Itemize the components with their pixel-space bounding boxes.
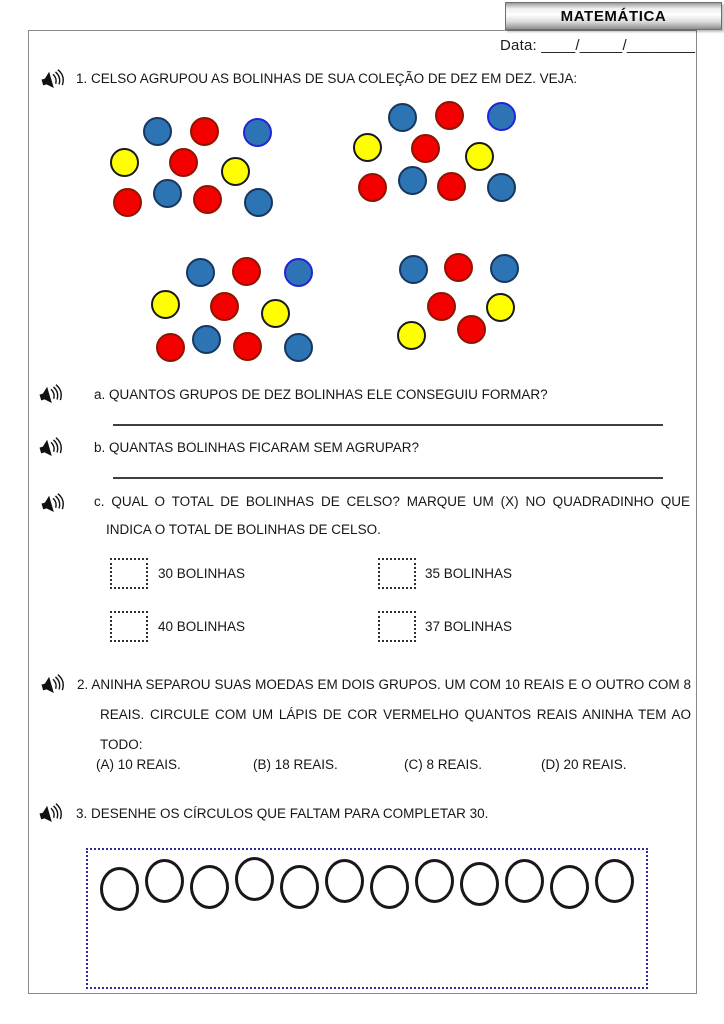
question-2-text: 2. ANINHA SEPAROU SUAS MOEDAS EM DOIS GRUPOS. UM COM 10 REAIS E O OUTRO COM 8 REAIS. CIRCULE COM UM LÁPIS DE COR VERMELHO QUANTOS REAIS ANINHA TEM AO TODO:	[77, 677, 691, 752]
empty-circle	[100, 867, 139, 911]
speaker-icon[interactable]	[38, 437, 64, 459]
bolinha-red	[233, 332, 262, 361]
bolinha-blue	[487, 102, 516, 131]
answer-checkbox-40[interactable]	[110, 611, 148, 642]
option-a[interactable]: (A) 10 REAIS.	[96, 757, 181, 772]
bolinha-yellow	[261, 299, 290, 328]
bolinha-red	[113, 188, 142, 217]
bolinha-yellow	[486, 293, 515, 322]
option-c[interactable]: (C) 8 REAIS.	[404, 757, 483, 772]
bolinha-red	[435, 101, 464, 130]
question-1c-text: c. QUAL O TOTAL DE BOLINHAS DE CELSO? MARQUE UM (X) NO QUADRADINHO QUE INDICA O TOTAL DE BOLINHAS DE CELSO.	[94, 494, 690, 537]
bolinha-blue	[244, 188, 273, 217]
bolinha-blue	[487, 173, 516, 202]
bolinha-blue	[243, 118, 272, 147]
option-d[interactable]: (D) 20 REAIS.	[541, 757, 627, 772]
bolinha-red	[358, 173, 387, 202]
empty-circle	[460, 862, 499, 906]
speaker-icon[interactable]	[40, 493, 66, 515]
empty-circle	[280, 865, 319, 909]
bolinha-blue	[284, 333, 313, 362]
bolinha-red	[190, 117, 219, 146]
answer-line-a[interactable]	[113, 424, 663, 426]
speaker-icon[interactable]	[40, 69, 66, 91]
answer-checkbox-37[interactable]	[378, 611, 416, 642]
bolinha-red	[156, 333, 185, 362]
bolinha-yellow	[465, 142, 494, 171]
bolinha-red	[210, 292, 239, 321]
empty-circle	[595, 859, 634, 903]
bolinha-blue	[490, 254, 519, 283]
bolinha-blue	[143, 117, 172, 146]
empty-circle	[550, 865, 589, 909]
bolinha-yellow	[151, 290, 180, 319]
empty-circle	[370, 865, 409, 909]
bolinha-blue	[284, 258, 313, 287]
bolinha-red	[193, 185, 222, 214]
bolinha-red	[411, 134, 440, 163]
bolinha-blue	[153, 179, 182, 208]
bolinha-blue	[192, 325, 221, 354]
speaker-icon[interactable]	[38, 384, 64, 406]
bolinha-red	[232, 257, 261, 286]
speaker-icon[interactable]	[38, 803, 64, 825]
bolinha-yellow	[221, 157, 250, 186]
checkbox-label-30: 30 BOLINHAS	[158, 566, 246, 581]
speaker-icon[interactable]	[40, 674, 66, 696]
question-1a-text: a. QUANTOS GRUPOS DE DEZ BOLINHAS ELE CONSEGUIU FORMAR?	[94, 387, 548, 402]
checkbox-label-35: 35 BOLINHAS	[425, 566, 513, 581]
question-3-text: 3. DESENHE OS CÍRCULOS QUE FALTAM PARA COMPLETAR 30.	[76, 806, 489, 821]
subject-title-box	[505, 2, 722, 30]
bolinha-yellow	[110, 148, 139, 177]
bolinha-red	[437, 172, 466, 201]
empty-circle	[190, 865, 229, 909]
empty-circle	[145, 859, 184, 903]
checkbox-label-37: 37 BOLINHAS	[425, 619, 513, 634]
question-1-text: 1. CELSO AGRUPOU AS BOLINHAS DE SUA COLEÇÃO DE DEZ EM DEZ. VEJA:	[76, 71, 578, 86]
bolinha-red	[444, 253, 473, 282]
date-field[interactable]: Data: ____/_____/________	[500, 37, 696, 54]
empty-circle	[505, 859, 544, 903]
empty-circle	[415, 859, 454, 903]
bolinha-yellow	[397, 321, 426, 350]
empty-circle	[325, 859, 364, 903]
bolinha-red	[169, 148, 198, 177]
bolinha-red	[457, 315, 486, 344]
bolinha-yellow	[353, 133, 382, 162]
empty-circle	[235, 857, 274, 901]
page-title: MATEMÁTICA	[560, 7, 667, 25]
bolinha-blue	[399, 255, 428, 284]
answer-checkbox-35[interactable]	[378, 558, 416, 589]
question-1b-text: b. QUANTAS BOLINHAS FICARAM SEM AGRUPAR?	[94, 440, 420, 455]
drawing-area-box[interactable]	[86, 848, 648, 989]
bolinha-blue	[186, 258, 215, 287]
bolinha-blue	[398, 166, 427, 195]
checkbox-label-40: 40 BOLINHAS	[158, 619, 246, 634]
answer-line-b[interactable]	[113, 477, 663, 479]
option-b[interactable]: (B) 18 REAIS.	[253, 757, 338, 772]
answer-checkbox-30[interactable]	[110, 558, 148, 589]
bolinha-red	[427, 292, 456, 321]
bolinha-blue	[388, 103, 417, 132]
